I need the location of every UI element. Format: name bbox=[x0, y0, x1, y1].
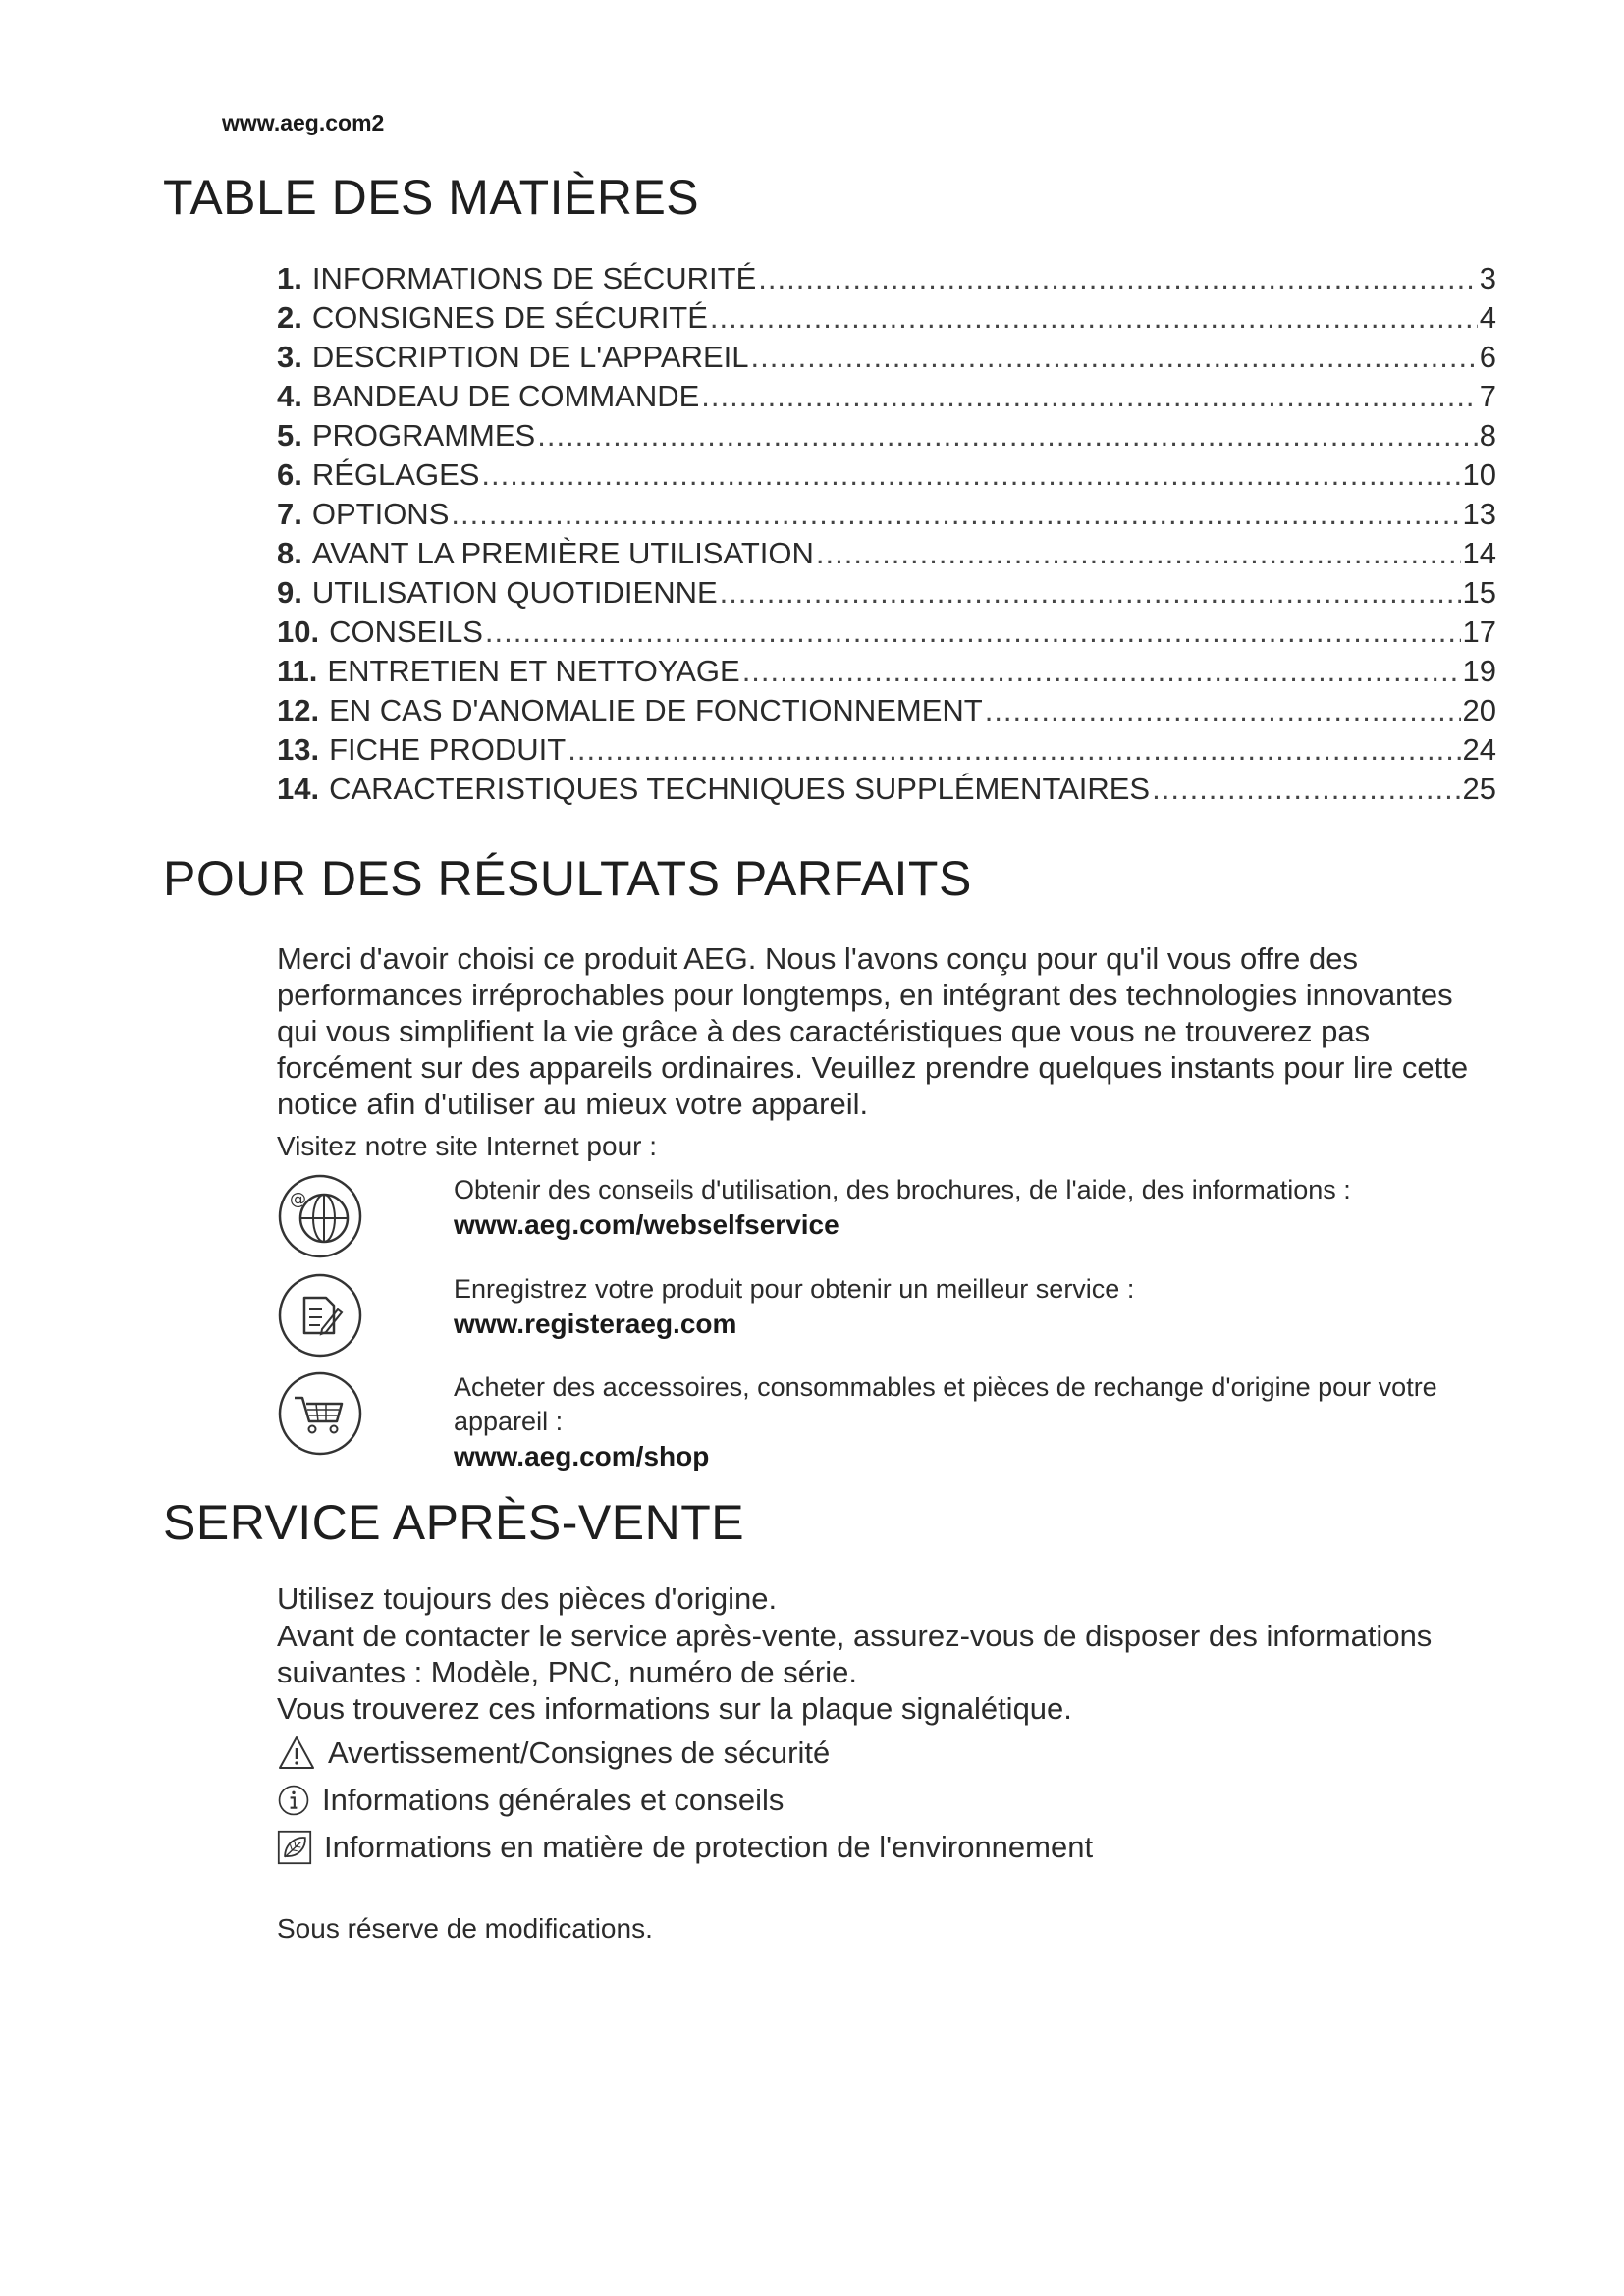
info-circle-icon bbox=[277, 1784, 310, 1817]
toc-item-page: 7 bbox=[1479, 379, 1496, 413]
environment-leaf-icon bbox=[277, 1830, 312, 1865]
toc-leader-dots bbox=[1152, 772, 1460, 807]
toc-item-page: 4 bbox=[1479, 300, 1496, 335]
toc-leader-dots bbox=[742, 654, 1461, 689]
shopping-cart-icon bbox=[277, 1370, 363, 1457]
toc-item-page: 17 bbox=[1462, 614, 1496, 649]
toc-leader-dots bbox=[481, 457, 1460, 493]
toc-item-label: FICHE PRODUIT bbox=[329, 732, 567, 767]
toc-item-label: INFORMATIONS DE SÉCURITÉ bbox=[311, 261, 757, 295]
toc-item-page: 20 bbox=[1462, 693, 1496, 727]
toc-item-number: 8. bbox=[277, 536, 302, 570]
toc-item-number: 12. bbox=[277, 693, 320, 727]
toc-item-number: 7. bbox=[277, 497, 302, 531]
legend-label: Informations générales et conseils bbox=[322, 1783, 785, 1817]
toc-item-number: 13. bbox=[277, 732, 320, 767]
service-description: Enregistrez votre produit pour obtenir un meilleur service : bbox=[454, 1274, 1135, 1304]
results-title: POUR DES RÉSULTATS PARFAITS bbox=[163, 851, 972, 906]
toc-item-page: 3 bbox=[1479, 261, 1496, 295]
webselfservice-link[interactable]: www.aeg.com/webselfservice bbox=[454, 1209, 839, 1240]
toc-leader-dots bbox=[485, 614, 1461, 650]
toc-leader-dots bbox=[701, 379, 1477, 414]
service-line-2: Avant de contacter le service après-vente, assurez-vous de disposer des informations suivantes : Modèle, PNC, numéro de série. bbox=[277, 1619, 1433, 1689]
toc-item-number: 5. bbox=[277, 418, 302, 453]
toc-item-label: PROGRAMMES bbox=[311, 418, 536, 453]
footer-note: Sous réserve de modifications. bbox=[277, 1913, 653, 1944]
toc-item-number: 4. bbox=[277, 379, 302, 413]
toc-leader-dots bbox=[720, 575, 1461, 611]
service-title: SERVICE APRÈS-VENTE bbox=[163, 1495, 745, 1550]
globe-at-icon bbox=[277, 1173, 363, 1259]
toc-item-label: UTILISATION QUOTIDIENNE bbox=[311, 575, 718, 610]
toc-leader-dots bbox=[985, 693, 1461, 728]
toc-item-number: 1. bbox=[277, 261, 302, 295]
service-description: Acheter des accessoires, consommables et pièces de rechange d'origine pour votre appareil : bbox=[454, 1372, 1437, 1436]
toc-leader-dots bbox=[710, 300, 1478, 336]
svg-text:@: @ bbox=[290, 1190, 306, 1209]
toc-item-10[interactable] bbox=[277, 614, 1496, 654]
toc-item-5[interactable] bbox=[277, 418, 1496, 457]
header-url: www.aeg.com2 bbox=[222, 110, 385, 135]
service-link-webselfservice bbox=[277, 1173, 1494, 1281]
toc-item-4[interactable] bbox=[277, 379, 1496, 418]
legend-label: Informations en matière de protection de l'environnement bbox=[324, 1830, 1094, 1864]
toc-item-page: 15 bbox=[1462, 575, 1496, 610]
toc-item-9[interactable] bbox=[277, 575, 1496, 614]
toc-leader-dots bbox=[568, 732, 1460, 768]
toc-item-13[interactable] bbox=[277, 732, 1496, 772]
toc-item-label: CARACTERISTIQUES TECHNIQUES SUPPLÉMENTAIRES bbox=[329, 772, 1151, 806]
results-intro: Merci d'avoir choisi ce produit AEG. Nous l'avons conçu pour qu'il vous offre des performances irréprochables pour longtemps, en intégrant des technologies innovantes qui vous simplifient la vie grâce à des caractéristiques que vous ne trouverez pas forcément sur des appareils ordinaires. Veuillez prendre quelques instants pour lire cette notice afin d'utiliser au mieux votre appareil. bbox=[277, 941, 1469, 1121]
toc-item-label: CONSIGNES DE SÉCURITÉ bbox=[311, 300, 708, 335]
toc-item-number: 2. bbox=[277, 300, 302, 335]
toc-item-label: RÉGLAGES bbox=[311, 457, 480, 492]
toc-item-2[interactable] bbox=[277, 300, 1496, 340]
register-document-icon bbox=[277, 1272, 363, 1359]
toc-item-number: 9. bbox=[277, 575, 302, 610]
toc-leader-dots bbox=[537, 418, 1478, 454]
toc-item-label: EN CAS D'ANOMALIE DE FONCTIONNEMENT bbox=[329, 693, 983, 727]
service-line-1: Utilisez toujours des pièces d'origine. bbox=[277, 1581, 778, 1616]
toc-leader-dots bbox=[816, 536, 1461, 571]
toc-item-page: 8 bbox=[1479, 418, 1496, 453]
service-description: Obtenir des conseils d'utilisation, des brochures, de l'aide, des informations : bbox=[454, 1175, 1351, 1204]
toc-item-page: 24 bbox=[1462, 732, 1496, 767]
toc-leader-dots bbox=[758, 261, 1477, 296]
toc-item-11[interactable] bbox=[277, 654, 1496, 693]
toc-item-14[interactable] bbox=[277, 772, 1496, 811]
toc-item-number: 3. bbox=[277, 340, 302, 374]
legend-environment bbox=[277, 1826, 1093, 1869]
toc-item-7[interactable] bbox=[277, 497, 1496, 536]
shop-link[interactable]: www.aeg.com/shop bbox=[454, 1441, 710, 1471]
legend-info bbox=[277, 1779, 784, 1822]
toc-item-page: 19 bbox=[1462, 654, 1496, 688]
toc-item-number: 10. bbox=[277, 614, 320, 649]
toc-item-label: BANDEAU DE COMMANDE bbox=[311, 379, 700, 413]
register-link[interactable]: www.registeraeg.com bbox=[454, 1308, 737, 1339]
toc-item-page: 25 bbox=[1462, 772, 1496, 806]
toc-leader-dots bbox=[451, 497, 1460, 532]
toc-item-number: 11. bbox=[277, 654, 318, 688]
legend-warning bbox=[277, 1732, 830, 1775]
toc-item-label: AVANT LA PREMIÈRE UTILISATION bbox=[311, 536, 814, 570]
toc-item-6[interactable] bbox=[277, 457, 1496, 497]
toc-item-label: ENTRETIEN ET NETTOYAGE bbox=[327, 654, 740, 688]
toc-item-page: 13 bbox=[1462, 497, 1496, 531]
toc-item-3[interactable] bbox=[277, 340, 1496, 379]
table-of-contents bbox=[277, 261, 1496, 811]
toc-item-label: DESCRIPTION DE L'APPAREIL bbox=[311, 340, 749, 374]
results-visit-line: Visitez notre site Internet pour : bbox=[277, 1131, 658, 1161]
toc-item-page: 10 bbox=[1462, 457, 1496, 492]
legend-label: Avertissement/Consignes de sécurité bbox=[328, 1735, 831, 1770]
service-link-register bbox=[277, 1272, 1494, 1380]
toc-item-8[interactable] bbox=[277, 536, 1496, 575]
service-line-3: Vous trouverez ces informations sur la plaque signalétique. bbox=[277, 1691, 1072, 1726]
toc-item-label: CONSEILS bbox=[329, 614, 483, 649]
toc-item-number: 6. bbox=[277, 457, 302, 492]
toc-item-page: 6 bbox=[1479, 340, 1496, 374]
toc-item-page: 14 bbox=[1462, 536, 1496, 570]
toc-item-12[interactable] bbox=[277, 693, 1496, 732]
service-link-shop bbox=[277, 1370, 1494, 1508]
toc-title: TABLE DES MATIÈRES bbox=[163, 170, 700, 225]
warning-triangle-icon bbox=[277, 1734, 316, 1773]
toc-item-number: 14. bbox=[277, 772, 320, 806]
toc-item-1[interactable] bbox=[277, 261, 1496, 300]
toc-leader-dots bbox=[751, 340, 1478, 375]
toc-item-label: OPTIONS bbox=[311, 497, 450, 531]
